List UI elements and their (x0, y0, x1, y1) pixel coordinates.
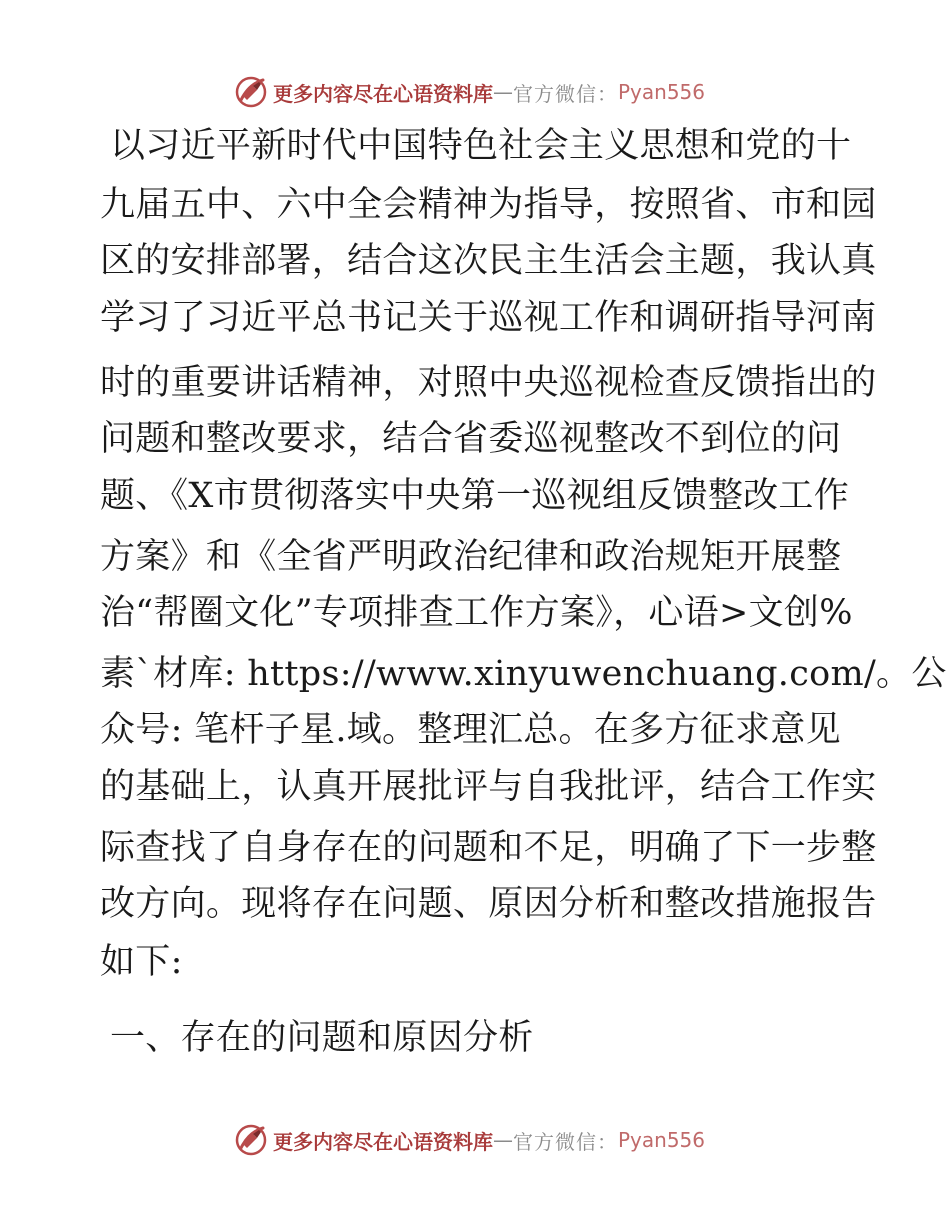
body-line: 区的安排部署，结合这次民主生活会主题，我认真 (100, 241, 877, 281)
body-line: 如下: (100, 942, 183, 982)
body-line: 方案》和《全省严明政治纪律和政治规矩开展整 (100, 537, 842, 577)
pen-logo-icon (233, 74, 269, 110)
footer-banner (233, 1120, 705, 1160)
banner-brand-text: 更多内容尽在心语资料库 (273, 81, 493, 106)
banner-separator: — (493, 80, 513, 104)
banner-wechat-label: 官方微信： (513, 1129, 618, 1154)
body-line: 题、《X市贯彻落实中央第一巡视组反馈整改工作 (100, 476, 850, 516)
section-heading: 一、存在的问题和原因分析 (110, 1018, 534, 1058)
header-banner (233, 72, 705, 112)
body-line: 时的重要讲话精神，对照中央巡视检查反馈指出的 (100, 363, 877, 403)
body-line: 际查找了自身存在的问题和不足，明确了下一步整 (100, 828, 877, 868)
banner-brand-text: 更多内容尽在心语资料库 (273, 1129, 493, 1154)
body-line: 改方向。现将存在问题、原因分析和整改措施报告 (100, 884, 877, 924)
body-line: 问题和整改要求，结合省委巡视整改不到位的问 (100, 419, 842, 459)
banner-separator: — (493, 1128, 513, 1152)
pen-logo-icon (233, 1122, 269, 1158)
banner-wechat-label: 官方微信： (513, 81, 618, 106)
body-line: 的基础上，认真开展批评与自我批评，结合工作实 (100, 767, 877, 807)
banner-wechat-id: Pyan556 (618, 1128, 706, 1152)
body-line: 九届五中、六中全会精神为指导，按照省、市和园 (100, 185, 877, 225)
body-line: 以习近平新时代中国特色社会主义思想和党的十 (110, 126, 852, 166)
body-line: 治“帮圈文化”专项排查工作方案》，心语>文创% (100, 593, 853, 633)
banner-wechat-id: Pyan556 (618, 80, 706, 104)
body-line: 学习了习近平总书记关于巡视工作和调研指导河南 (100, 298, 877, 338)
body-line: 众号: 笔杆子星.域。整理汇总。在多方征求意见 (100, 710, 841, 750)
body-line: 素`材库: https://www.xinyuwenchuang.com/。公 (100, 654, 947, 694)
